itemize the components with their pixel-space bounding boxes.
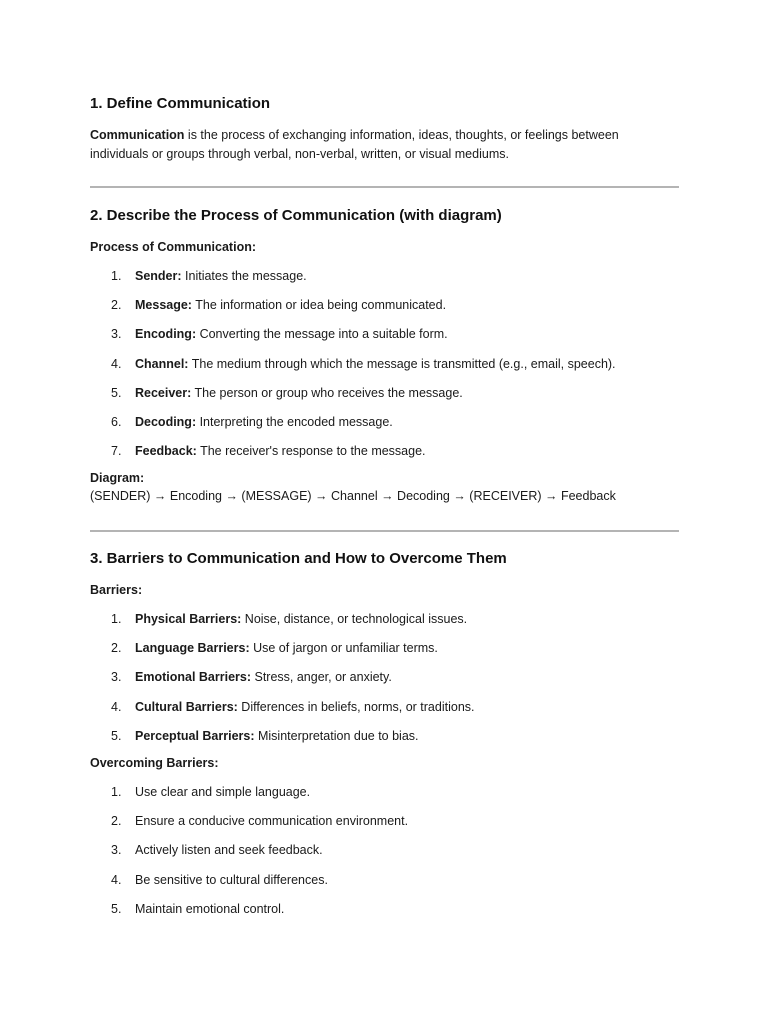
- item-text: The information or idea being communicated.: [191, 298, 447, 313]
- section-divider: [90, 186, 679, 188]
- item-number: 1.: [111, 269, 122, 283]
- overcoming-subheading: Overcoming Barriers:: [90, 755, 219, 770]
- item-number: 5.: [111, 385, 122, 400]
- list-item: [90, 326, 680, 355]
- item-number: 4.: [111, 872, 122, 887]
- process-steps-list: [90, 268, 680, 472]
- list-item: [90, 414, 680, 443]
- item-number: 4.: [111, 699, 122, 714]
- item-term: Feedback:: [135, 444, 197, 459]
- list-item: [90, 297, 680, 326]
- barriers-subheading: Barriers:: [90, 583, 143, 597]
- item-number: 4.: [111, 356, 122, 371]
- definition-paragraph: [90, 126, 680, 164]
- diagram-flow-text: (SENDER) → Encoding → (MESSAGE) → Channel → Decoding → (RECEIVER) → Feedback: [90, 489, 616, 504]
- list-item: [90, 611, 680, 640]
- section-heading: 1. Define Communication: [90, 95, 271, 112]
- item-term: Channel:: [135, 356, 189, 371]
- item-term: Perceptual Barriers:: [135, 728, 255, 743]
- list-item: [90, 872, 680, 901]
- barriers-list: [90, 611, 680, 757]
- item-text: Stress, anger, or anxiety.: [251, 670, 392, 685]
- section-divider: [90, 530, 679, 532]
- item-text: The medium through which the message is transmitted (e.g., email, speech).: [188, 356, 616, 371]
- item-text: Ensure a conducive communication environment.: [135, 814, 409, 829]
- definition-text: is the process of exchanging information, ideas, thoughts, or feelings between individuals or groups through verbal, non-verbal, written, or visual mediums.: [90, 128, 619, 161]
- definition-term: Communication: [90, 128, 185, 142]
- diagram-label: Diagram:: [90, 471, 145, 486]
- section-heading: 2. Describe the Process of Communication (with diagram): [90, 207, 502, 224]
- list-item: [90, 813, 680, 842]
- list-item: [90, 901, 680, 930]
- section-barriers: [90, 549, 680, 930]
- item-term: Message:: [135, 298, 192, 313]
- item-number: 5.: [111, 728, 122, 743]
- item-text: The receiver's response to the message.: [196, 444, 426, 459]
- item-number: 2.: [111, 814, 122, 829]
- item-text: The person or group who receives the message.: [191, 385, 463, 400]
- process-subheading: Process of Communication:: [90, 240, 256, 254]
- item-text: Maintain emotional control.: [135, 901, 285, 916]
- item-number: 5.: [111, 901, 122, 916]
- list-item: [90, 443, 680, 472]
- list-item: [90, 385, 680, 414]
- item-number: 6.: [111, 414, 122, 429]
- section-heading: 3. Barriers to Communication and How to Overcome Them: [90, 550, 507, 567]
- list-item: [90, 669, 680, 698]
- item-text: Differences in beliefs, norms, or traditions.: [237, 699, 475, 714]
- list-item: [90, 728, 680, 757]
- item-term: Language Barriers:: [135, 641, 250, 656]
- item-term: Sender:: [135, 269, 182, 283]
- section-process-of-communication: [90, 206, 680, 504]
- item-term: Physical Barriers:: [135, 612, 242, 626]
- item-term: Encoding:: [135, 327, 197, 342]
- item-text: Noise, distance, or technological issues.: [241, 612, 468, 626]
- item-number: 2.: [111, 641, 122, 656]
- item-text: Use clear and simple language.: [135, 784, 311, 799]
- item-text: Be sensitive to cultural differences.: [135, 872, 328, 887]
- item-text: Misinterpretation due to bias.: [254, 728, 419, 743]
- item-text: Interpreting the encoded message.: [196, 414, 393, 429]
- list-item: [90, 784, 680, 813]
- list-item: [90, 268, 680, 297]
- list-item: [90, 640, 680, 669]
- item-text: Converting the message into a suitable form.: [196, 327, 448, 342]
- item-number: 1.: [111, 612, 122, 626]
- item-text: Initiates the message.: [181, 269, 307, 283]
- section-define-communication: [90, 94, 680, 164]
- item-number: 7.: [111, 444, 122, 459]
- item-number: 1.: [111, 784, 122, 799]
- item-number: 3.: [111, 843, 122, 858]
- item-number: 3.: [111, 327, 122, 342]
- item-text: Use of jargon or unfamiliar terms.: [249, 641, 438, 656]
- overcoming-list: [90, 784, 680, 930]
- list-item: [90, 699, 680, 728]
- list-item: [90, 842, 680, 871]
- item-term: Decoding:: [135, 414, 197, 429]
- item-number: 2.: [111, 298, 122, 313]
- list-item: [90, 356, 680, 385]
- item-term: Cultural Barriers:: [135, 699, 238, 714]
- item-term: Receiver:: [135, 385, 192, 400]
- item-term: Emotional Barriers:: [135, 670, 252, 685]
- item-text: Actively listen and seek feedback.: [135, 843, 323, 858]
- item-number: 3.: [111, 670, 122, 685]
